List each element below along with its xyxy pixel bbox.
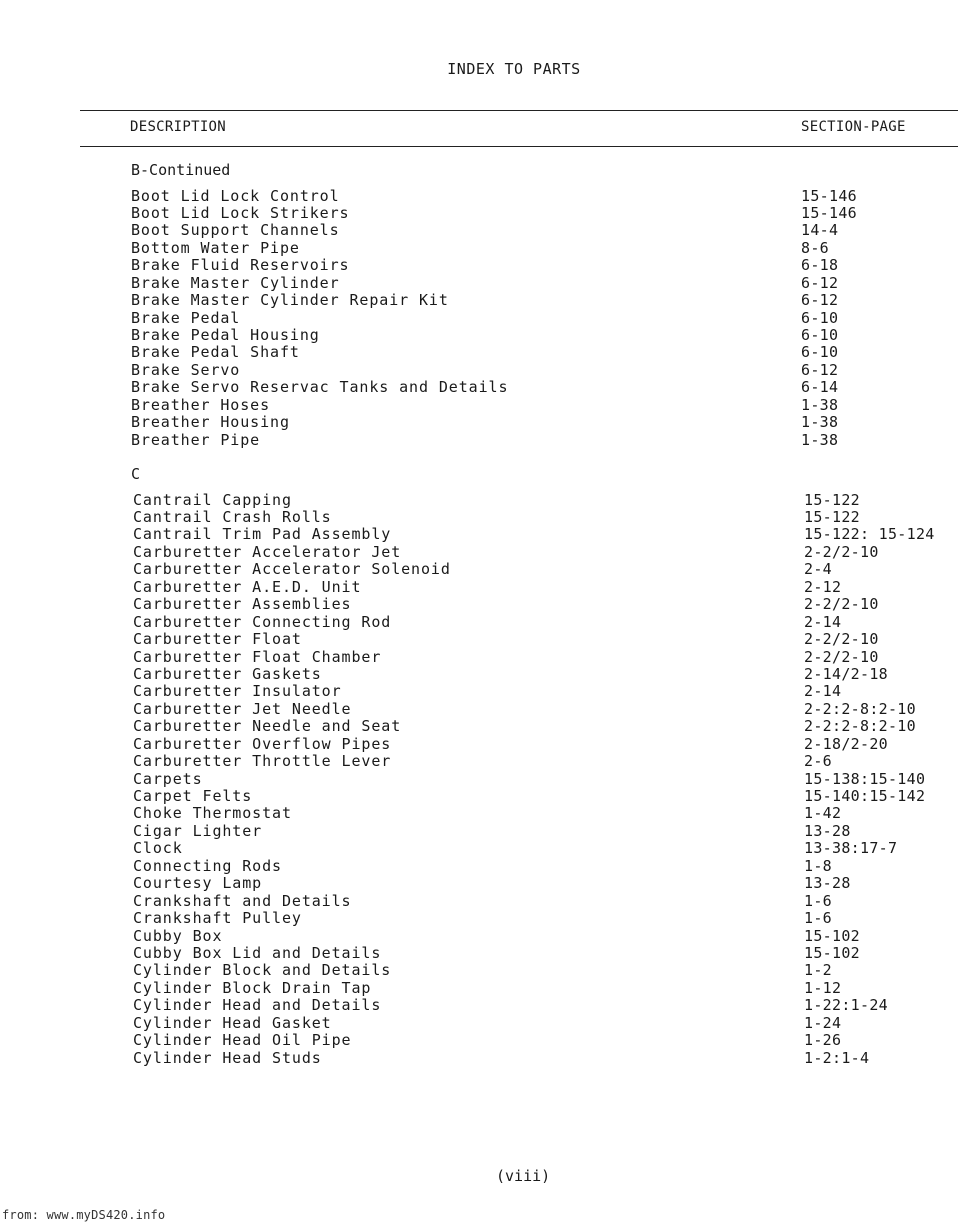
entry-section-page: 1-42 (804, 804, 842, 823)
entry-description: Carburetter Float (133, 630, 302, 649)
entry-description: Cubby Box (133, 926, 223, 945)
entry-description: Cantrail Trim Pad Assembly (133, 525, 392, 544)
entry-description: Carburetter Assemblies (133, 595, 352, 614)
index-row (0, 492, 979, 509)
entry-section-page: 1-38 (801, 430, 839, 449)
entry-description: Crankshaft Pulley (133, 909, 302, 928)
entry-description: Brake Fluid Reservoirs (131, 256, 350, 275)
index-row (0, 771, 979, 788)
entry-description: Carburetter Accelerator Solenoid (133, 560, 451, 579)
entry-section-page: 6-10 (801, 326, 839, 344)
entry-section-page: 1-26 (804, 1031, 842, 1050)
entry-description: Breather Housing (131, 413, 290, 432)
entry-description: Courtesy Lamp (133, 874, 263, 893)
footer-source: from: www.myDS420.info (2, 1208, 166, 1222)
entry-section-page: 6-12 (801, 360, 839, 379)
index-row (0, 310, 979, 327)
index-row (0, 683, 979, 700)
index-row (0, 753, 979, 770)
entry-section-page: 2-2/2-10 (804, 630, 879, 649)
entry-section-page: 6-12 (801, 291, 839, 310)
index-row (0, 1015, 979, 1032)
entry-description: Cantrail Capping (133, 490, 292, 509)
index-row (0, 840, 979, 857)
entry-section-page: 13-38:17-7 (804, 839, 898, 858)
entry-description: Cantrail Crash Rolls (133, 508, 332, 526)
index-row (0, 188, 979, 205)
entry-description: Carburetter Float Chamber (133, 647, 382, 666)
index-row (0, 823, 979, 840)
entry-section-page: 6-10 (801, 343, 839, 362)
entry-section-page: 2-14/2-18 (804, 664, 888, 683)
index-row (0, 701, 979, 718)
index-row (0, 205, 979, 222)
entry-section-page: 15-146 (801, 203, 857, 222)
entry-section-page: 2-2:2-8:2-10 (804, 717, 916, 736)
entry-section-page: 13-28 (804, 821, 851, 840)
index-row (0, 292, 979, 309)
entry-description: Brake Master Cylinder Repair Kit (131, 291, 449, 310)
index-row (0, 1032, 979, 1049)
column-header-section-page: SECTION-PAGE (801, 119, 906, 135)
index-row (0, 526, 979, 543)
index-row (0, 997, 979, 1014)
index-section (0, 466, 979, 1067)
index-row (0, 928, 979, 945)
index-row (0, 858, 979, 875)
index-row (0, 509, 979, 526)
entry-description: Carburetter Insulator (133, 682, 342, 701)
entry-section-page: 15-102 (804, 943, 860, 962)
index-row (0, 614, 979, 631)
entry-section-page: 2-14 (804, 612, 842, 631)
entry-section-page: 2-18/2-20 (804, 734, 888, 753)
entry-description: Cylinder Head Studs (133, 1048, 322, 1067)
index-row (0, 875, 979, 892)
index-row (0, 397, 979, 414)
entry-description: Boot Support Channels (131, 221, 340, 240)
entry-section-page: 8-6 (801, 238, 829, 257)
entry-description: Cylinder Block and Details (133, 961, 392, 980)
index-row (0, 1050, 979, 1067)
entry-description: Brake Servo Reservac Tanks and Details (131, 378, 509, 397)
index-row (0, 579, 979, 596)
entry-description: Carpet Felts (133, 787, 253, 805)
entry-description: Boot Lid Lock Control (131, 186, 340, 205)
index-row (0, 344, 979, 361)
entry-section-page: 6-14 (801, 378, 839, 397)
entry-description: Carburetter Connecting Rod (133, 612, 392, 631)
entry-section-page: 2-2:2-8:2-10 (804, 699, 916, 718)
entry-section-page: 15-146 (801, 186, 857, 205)
entry-section-page: 2-14 (804, 682, 842, 701)
index-row (0, 275, 979, 292)
entry-description: Brake Master Cylinder (131, 273, 340, 292)
entry-section-page: 15-140:15-142 (804, 787, 926, 805)
index-row (0, 631, 979, 648)
entry-description: Choke Thermostat (133, 804, 292, 823)
entry-description: Clock (133, 839, 183, 858)
entry-section-page: 2-2/2-10 (804, 542, 879, 561)
entry-section-page: 1-2:1-4 (804, 1048, 870, 1067)
entry-description: Bottom Water Pipe (131, 238, 300, 257)
index-row (0, 561, 979, 578)
index-row (0, 414, 979, 431)
index-row (0, 379, 979, 396)
entry-section-page: 1-8 (804, 856, 832, 875)
entry-description: Brake Pedal Housing (131, 326, 320, 344)
entry-description: Carburetter Accelerator Jet (133, 542, 402, 561)
entry-section-page: 1-2 (804, 961, 832, 980)
index-row (0, 649, 979, 666)
page-title: INDEX TO PARTS (447, 60, 581, 78)
entry-description: Carburetter Gaskets (133, 664, 322, 683)
index-row (0, 910, 979, 927)
entry-section-page: 1-6 (804, 909, 832, 928)
index-row (0, 718, 979, 735)
entry-description: Breather Pipe (131, 430, 261, 449)
index-row (0, 945, 979, 962)
entry-section-page: 15-102 (804, 926, 860, 945)
entry-section-page: 2-2/2-10 (804, 595, 879, 614)
index-row (0, 805, 979, 822)
entry-section-page: 1-12 (804, 978, 842, 997)
index-row (0, 788, 979, 805)
entry-section-page: 1-22:1-24 (804, 996, 888, 1015)
section-gap (0, 449, 979, 466)
entry-description: Brake Servo (131, 360, 241, 379)
entry-description: Carburetter Jet Needle (133, 699, 352, 718)
entry-section-page: 2-2/2-10 (804, 647, 879, 666)
index-entries (0, 162, 979, 1067)
entry-section-page: 15-138:15-140 (804, 769, 926, 788)
index-row (0, 544, 979, 561)
entry-section-page: 2-6 (804, 752, 832, 771)
entry-description: Carburetter Needle and Seat (133, 717, 402, 736)
index-row (0, 257, 979, 274)
entry-description: Cigar Lighter (133, 821, 263, 840)
entry-section-page: 2-12 (804, 577, 842, 596)
column-header-description: DESCRIPTION (130, 119, 227, 135)
entry-description: Carpets (133, 769, 203, 788)
header-rule-bottom (80, 146, 958, 147)
entry-section-page: 15-122 (804, 508, 860, 526)
entry-description: Connecting Rods (133, 856, 282, 875)
entry-description: Breather Hoses (131, 395, 271, 414)
entry-section-page: 1-6 (804, 891, 832, 910)
entry-description: Cylinder Block Drain Tap (133, 978, 372, 997)
entry-section-page: 15-122 (804, 490, 860, 509)
entry-description: Cylinder Head Oil Pipe (133, 1031, 352, 1050)
entry-section-page: 1-38 (801, 395, 839, 414)
header-rule-top (80, 110, 958, 111)
entry-section-page: 6-10 (801, 308, 839, 327)
index-row (0, 596, 979, 613)
page-number: (viii) (496, 1167, 551, 1185)
index-row (0, 736, 979, 753)
index-row (0, 962, 979, 979)
index-row (0, 240, 979, 257)
entry-section-page: 15-122: 15-124 (804, 525, 935, 544)
index-row (0, 980, 979, 997)
index-row (0, 432, 979, 449)
entry-section-page: 6-12 (801, 273, 839, 292)
index-row (0, 893, 979, 910)
index-row (0, 666, 979, 683)
entry-description: Brake Pedal (131, 308, 241, 327)
entry-description: Carburetter Throttle Lever (133, 752, 392, 771)
entry-description: Cubby Box Lid and Details (133, 943, 382, 962)
entry-description: Brake Pedal Shaft (131, 343, 300, 362)
entry-description: Cylinder Head and Details (133, 996, 382, 1015)
index-row (0, 327, 979, 344)
index-row (0, 222, 979, 239)
index-section (0, 162, 979, 449)
section-label: B-Continued (131, 161, 231, 179)
entry-section-page: 1-24 (804, 1013, 842, 1032)
entry-section-page: 13-28 (804, 874, 851, 893)
entry-description: Carburetter Overflow Pipes (133, 734, 392, 753)
entry-section-page: 6-18 (801, 256, 839, 275)
entry-description: Carburetter A.E.D. Unit (133, 577, 362, 596)
entry-description: Cylinder Head Gasket (133, 1013, 332, 1032)
index-row (0, 362, 979, 379)
entry-description: Boot Lid Lock Strikers (131, 203, 350, 222)
entry-section-page: 1-38 (801, 413, 839, 432)
entry-description: Crankshaft and Details (133, 891, 352, 910)
section-label: C (131, 465, 141, 484)
entry-section-page: 2-4 (804, 560, 832, 579)
entry-section-page: 14-4 (801, 221, 839, 240)
